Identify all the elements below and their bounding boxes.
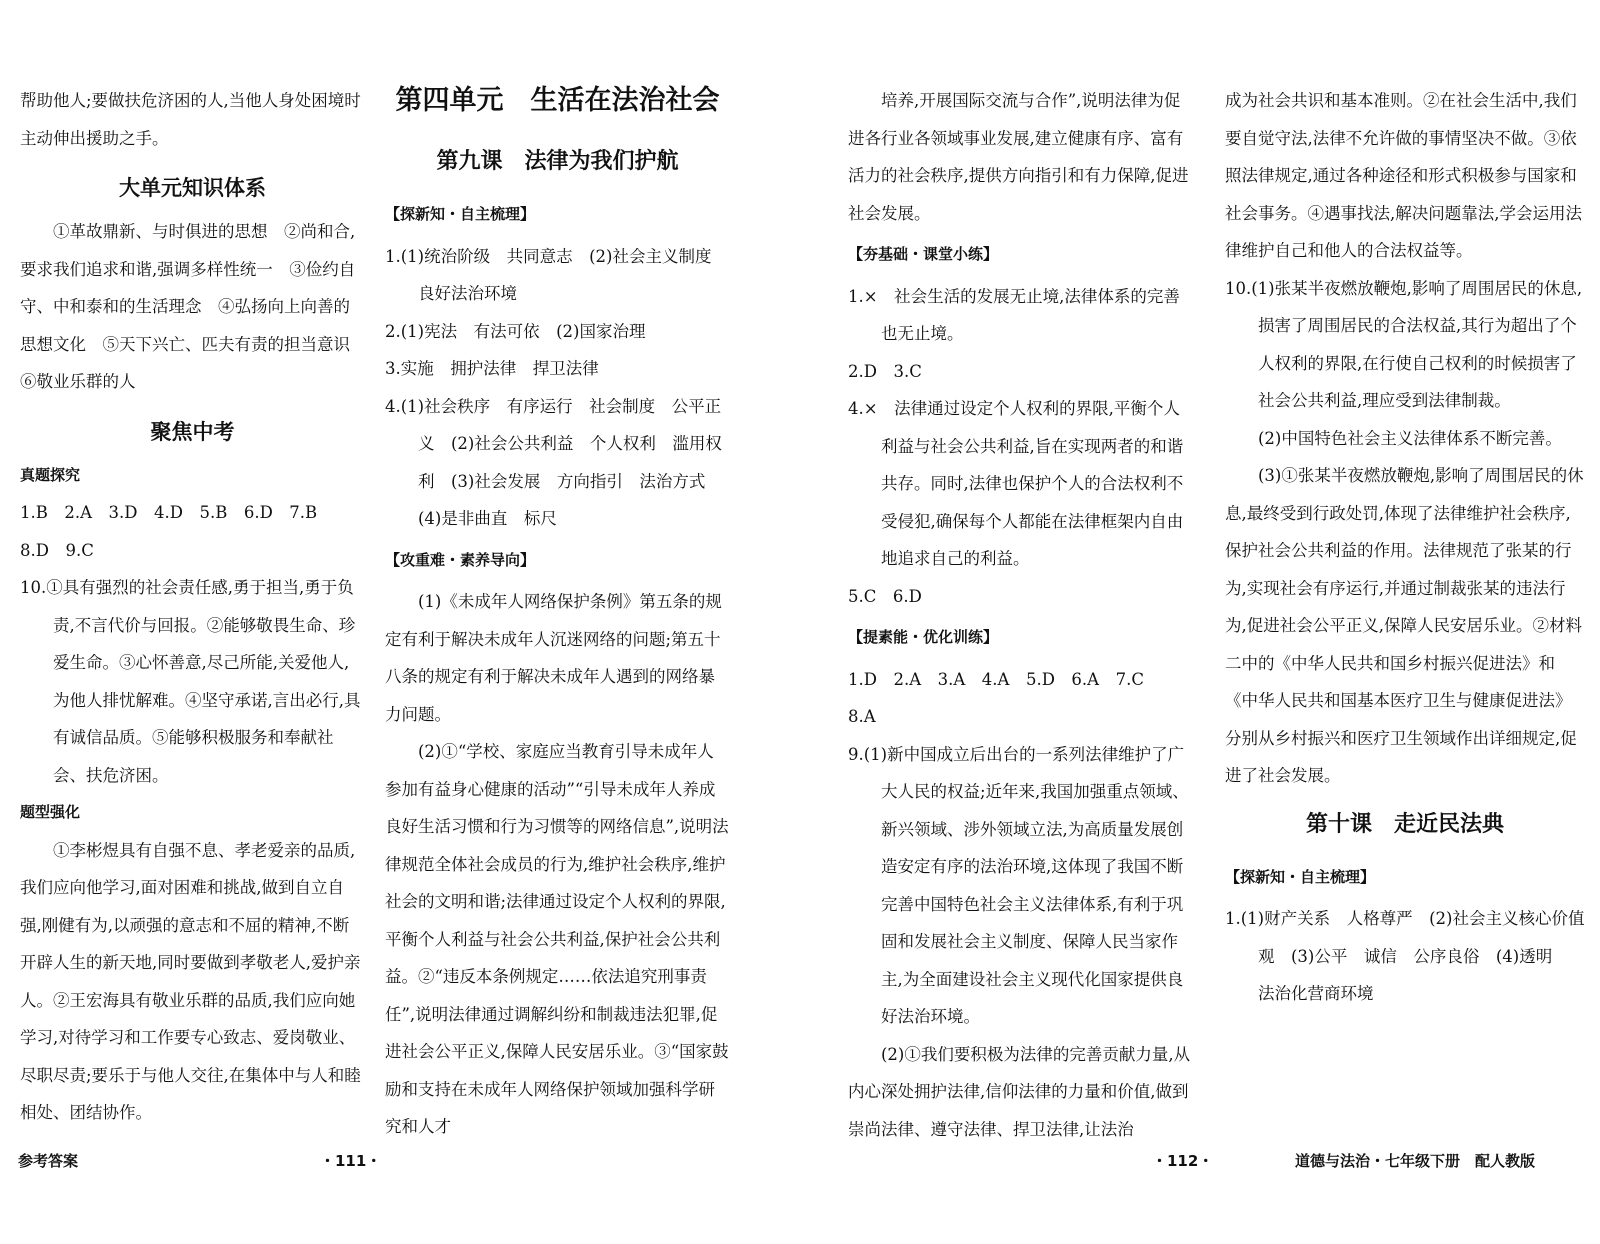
answer-line: 1.D 2.A 3.A 4.A 5.D 6.A 7.C — [848, 669, 1144, 689]
subheading-real-questions: 真题探究 — [20, 465, 81, 484]
answer-line: 10.①具有强烈的社会责任感,勇于担当,勇于负责,不言代价与回报。②能够敬畏生命、珍爱生命。③心怀善意,尽己所能,关爱他人,为他人排忧解难。④坚守承诺,言出必行,具有诚信品质。⑤能够积极服务和奉献社会、扶危济困。 — [20, 578, 361, 785]
left-page — [0, 0, 790, 1244]
answer-line: 10.(1)张某半夜燃放鞭炮,影响了周围居民的休息,损害了周围居民的合法权益,其行为超出了个人权利的界限,在行使自己权利的时候损害了社会公共利益,理应受到法律制裁。 — [1225, 278, 1583, 410]
answer-line: 1.(1)财产关系 人格尊严 (2)社会主义核心价值观 (3)公平 诚信 公序良俗 (4)透明 法治化营商环境 — [1225, 909, 1585, 1003]
footer-label: 参考答案 — [18, 1152, 79, 1170]
section-tag: 【探新知・自主梳理】 — [385, 205, 536, 223]
paragraph: (2)中国特色社会主义法律体系不断完善。 — [1258, 428, 1562, 448]
paragraph: (3)①张某半夜燃放鞭炮,影响了周围居民的休息,最终受到行政处罚,体现了法律维护社会秩序,保护社会公共利益的作用。法律规范了张某的行为,实现社会有序运行,并通过制裁张某的违法行为,促进社会公平正义,保障人民安居乐业。②材料二中的《中华人民共和国乡村振兴促进法》和《中华人民共和国基本医疗卫生与健康促进法》分别从乡村振兴和医疗卫生领域作出详细规定,促进了社会发展。 — [1225, 466, 1584, 785]
book-title: 道德与法治・七年级下册 配人教版 — [1295, 1152, 1536, 1170]
answer-line: 4.× 法律通过设定个人权利的界限,平衡个人利益与社会公共利益,旨在实现两者的和谐共存。同时,法律也保护个人的合法权利不受侵犯,确保每个人都能在法律框架内自由地追求自己的利益。 — [848, 399, 1184, 568]
column-3 — [848, 82, 1193, 1148]
paragraph: (1)《未成年人网络保护条例》第五条的规定有利于解决未成年人沉迷网络的问题;第五十八条的规定有利于解决未成年人遇到的网络暴力问题。 — [385, 592, 722, 724]
answer-line: 8.D 9.C — [20, 540, 94, 560]
answer-line: 3.实施 拥护法律 捍卫法律 — [385, 359, 599, 378]
section-heading-knowledge-system: 大单元知识体系 — [119, 176, 266, 200]
lesson-title: 第九课 法律为我们护航 — [436, 149, 679, 174]
section-tag: 【夯基础・课堂小练】 — [848, 245, 999, 263]
section-tag: 【提素能・优化训练】 — [848, 628, 999, 646]
answer-line: 2.(1)宪法 有法可依 (2)国家治理 — [385, 321, 646, 341]
answer-line: 1.B 2.A 3.D 4.D 5.B 6.D 7.B — [20, 503, 318, 522]
answer-line: 1.× 社会生活的发展无止境,法律体系的完善也无止境。 — [848, 286, 1180, 343]
paragraph: 成为社会共识和基本准则。②在社会生活中,我们要自觉守法,法律不允许做的事情坚决不做。③依照法律规定,通过各种途径和形式积极参与国家和社会事务。④遇事找法,解决问题靠法,学会运用法律维护自己和他人的合法权益等。 — [1225, 91, 1582, 260]
unit-title: 第四单元 生活在法治社会 — [395, 85, 720, 116]
paragraph: 帮助他人;要做扶危济困的人,当他人身处困境时主动伸出援助之手。 — [20, 91, 361, 148]
answer-line: 5.C 6.D — [848, 586, 922, 606]
subheading-question-type: 题型强化 — [20, 803, 81, 821]
page-number: ・112・ — [1152, 1152, 1214, 1170]
column-2 — [385, 82, 730, 1146]
page-number: ・111・ — [320, 1152, 382, 1170]
column-1 — [20, 82, 365, 1132]
section-heading-exam-focus: 聚焦中考 — [150, 419, 235, 444]
section-tag: 【攻重难・素养导向】 — [385, 550, 536, 569]
answer-line: 2.D 3.C — [848, 361, 922, 381]
answer-line: 8.A — [848, 707, 876, 726]
answer-line: 1.(1)统治阶级 共同意志 (2)社会主义制度 良好法治环境 — [385, 246, 728, 303]
paragraph: ①李彬煜具有自强不息、孝老爱亲的品质,我们应向他学习,面对困难和挑战,做到自立自强,刚健有为,以顽强的意志和不屈的精神,不断开辟人生的新天地,同时要做到孝敬老人,爱护亲人。②王宏海具有敬业乐群的品质,我们应向她学习,对待学习和工作要专心致志、爱岗敬业、尽职尽责;要乐于与他人交往,在集体中与人和睦相处、团结协作。 — [20, 840, 361, 1122]
column-4 — [1225, 82, 1585, 1013]
paragraph: (2)①我们要积极为法律的完善贡献力量,从内心深处拥护法律,信仰法律的力量和价值,做到崇尚法律、遵守法律、捍卫法律,让法治 — [848, 1044, 1191, 1139]
paragraph: ①革故鼎新、与时俱进的思想 ②尚和合,要求我们追求和谐,强调多样性统一 ③俭约自守、中和泰和的生活理念 ④弘扬向上向善的思想文化 ⑤天下兴亡、匹夫有责的担当意识 ⑥敬业乐群的人 — [20, 222, 367, 391]
section-tag: 【探新知・自主梳理】 — [1225, 867, 1376, 886]
paragraph: (2)①“学校、家庭应当教育引导未成年人参加有益身心健康的活动”“引导未成年人养成良好生活习惯和行为习惯等的网络信息”,说明法律规范全体社会成员的行为,维护社会秩序,维护社会的文明和谐;法律通过设定个人权利的界限,平衡个人利益与社会公共利益,保护社会公共利益。②“违反本条例规定……依法追究刑事责任”,说明法律通过调解纠纷和制裁违法犯罪,促进社会公平正义,保障人民安居乐业。③“国家鼓励和支持在未成年人网络保护领域加强科学研究和人才 — [385, 742, 729, 1136]
right-page — [840, 0, 1600, 1244]
lesson-title: 第十课 走近民法典 — [1305, 811, 1504, 837]
answer-line: 4.(1)社会秩序 有序运行 社会制度 公平正义 (2)社会公共利益 个人权利 滥用权利 (3)社会发展 方向指引 法治方式 (4)是非曲直 标尺 — [385, 396, 722, 528]
paragraph: 培养,开展国际交流与合作”,说明法律为促进各行业各领域事业发展,建立健康有序、富有活力的社会秩序,提供方向指引和有力保障,促进社会发展。 — [848, 91, 1189, 223]
answer-line: 9.(1)新中国成立后出台的一系列法律维护了广大人民的权益;近年来,我国加强重点领域、新兴领域、涉外领域立法,为高质量发展创造安定有序的法治环境,这体现了我国不断完善中国特色社会主义法律体系,有利于巩固和发展社会主义制度、保障人民当家作主,为全面建设社会主义现代化国家提供良好法治环境。 — [848, 744, 1189, 1026]
